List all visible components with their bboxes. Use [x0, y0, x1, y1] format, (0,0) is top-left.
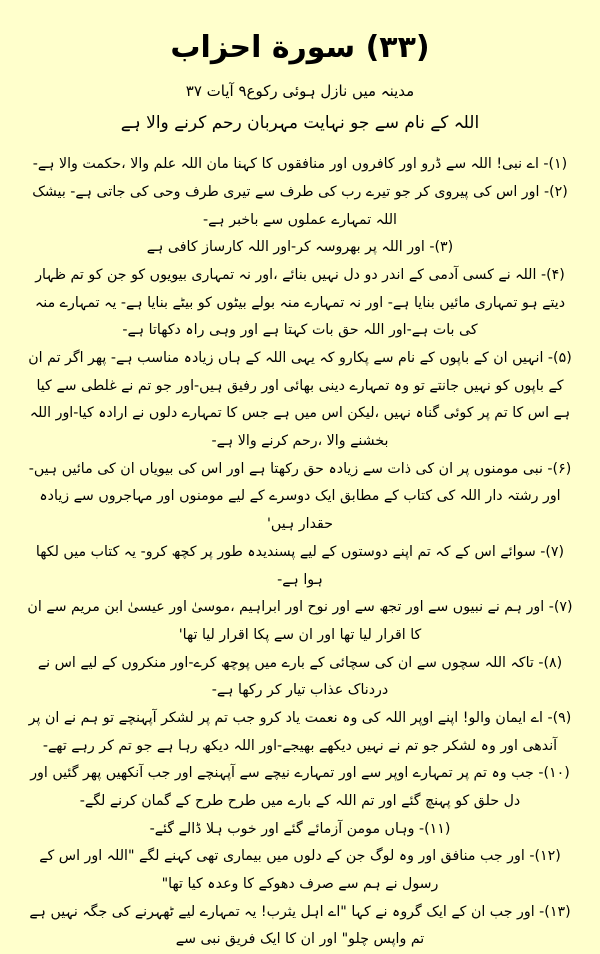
verse-item: (۹)- اے ایمان والو! اپنے اوپر اللہ کی وہ نعمت یاد کرو جب تم پر لشکر آپہنچے تو ہم نے ان پر آندھی اور وہ لشکر جو تم نے نہیں دیکھے بھیجے-اور اللہ دیکھ رہا ہے جو تم کر رہے تھے-	[28, 709, 572, 754]
verse-item: (۷)- اور ہم نے نبیوں سے اور تجھ سے اور نوح اور ابراہیم ،موسیٰ اور عیسیٰ ابن مریم سے ان کا اقرار لیا تھا اور ان سے پکا اقرار لیا تھا'	[27, 599, 573, 643]
surah-title: (۳۳) سورة احزاب	[170, 30, 430, 65]
verse-item: (۶)- نبی مومنوں پر ان کی ذات سے زیادہ حق رکھتا ہے اور اس کی بیویاں ان کی مائیں ہیں-اور رشتہ دار اللہ کی کتاب کے مطابق ایک دوسرے کے لیے مومنوں اور مہاجروں سے زیادہ حقدار ہیں'	[28, 460, 572, 533]
verse-item: (۱۱)- وہاں مومن آزمائے گئے اور خوب ہلا ڈالے گئے-	[149, 820, 451, 837]
surah-subtitle: مدینہ میں نازل ہوئی رکوع۹ آیات ۷۳	[185, 82, 415, 100]
verse-item: (۱)- اے نبی! اللہ سے ڈرو اور کافروں اور منافقوں کا کہنا مان اللہ علم والا ،حکمت والا ہے-	[32, 156, 568, 173]
verse-item: (۴)- اللہ نے کسی آدمی کے اندر دو دل نہیں بنائے ،اور نہ تمہاری بیویوں کو جن کو تم ظہار دیتے ہو تمہاری مائیں بنایا ہے- اور نہ تمہارے منہ بولے بیٹوں کو بیٹے بنایا ہے- یہ تمہارے منہ کی بات ہے-اور اللہ حق بات کہتا ہے اور وہی راہ دکھاتا ہے-	[34, 266, 566, 339]
verse-item: (۱۳)- اور جب ان کے ایک گروہ نے کہا "اے اہل یثرب! یہ تمہارے لیے ٹھہرنے کی جگہ نہیں ہے تم واپس چلو" اور ان کا ایک فریق نبی سے	[29, 903, 571, 948]
verse-item: (۵)- انہیں ان کے باپوں کے نام سے پکارو کہ یہی اللہ کے ہاں زیادہ مناسب ہے- پھر اگر تم ان کے باپوں کو نہیں جانتے تو وہ تمہارے دینی بھائی اور رفیق ہیں-اور جو تم نے غلطی سے کیا ہے اس کا تم پر کوئی گناہ نہیں ،لیکن اس میں ہے جس کا تمہارے دلوں نے ارادہ کیا-اور اللہ بخشنے والا ،رحم کرنے والا ہے-	[28, 350, 572, 450]
verse-item: (۸)- تاکہ اللہ سچوں سے ان کی سچائی کے بارے میں پوچھ کرے-اور منکروں کے لیے اس نے دردناک عذاب تیار کر رکھا ہے-	[37, 654, 563, 699]
verse-item: (۱۲)- اور جب منافق اور وہ لوگ جن کے دلوں میں بیماری تھی کہنے لگے "اللہ اور اس کے رسول نے ہم سے صرف دھوکے کا وعدہ کیا تھا"	[39, 848, 561, 893]
verse-item: (۳)- اور اللہ پر بھروسہ کر-اور اللہ کارساز کافی ہے	[146, 239, 454, 256]
verse-list	[26, 151, 574, 954]
verse-item: (۷)- سوائے اس کے کہ تم اپنے دوستوں کے لیے پسندیدہ طور پر کچھ کرو- یہ کتاب میں لکھا ہوا ہے-	[35, 543, 565, 588]
verse-item: (۱۰)- جب وہ تم پر تمہارے اوپر سے اور تمہارے نیچے سے آپہنچے اور جب آنکھیں پھر گئیں اور دل حلق کو پہنچ گئے اور تم اللہ کے بارے میں طرح طرح کے گمان کرنے لگے-	[30, 765, 570, 809]
verse-item: (۲)- اور اس کی پیروی کر جو تیرے رب کی طرف سے تیری طرف وحی کی جاتی ہے- بیشک اللہ تمہارے عملوں سے باخبر ہے-	[32, 183, 568, 228]
bismillah-line: اللہ کے نام سے جو نہایت مہربان رحم کرنے والا ہے	[120, 113, 480, 133]
